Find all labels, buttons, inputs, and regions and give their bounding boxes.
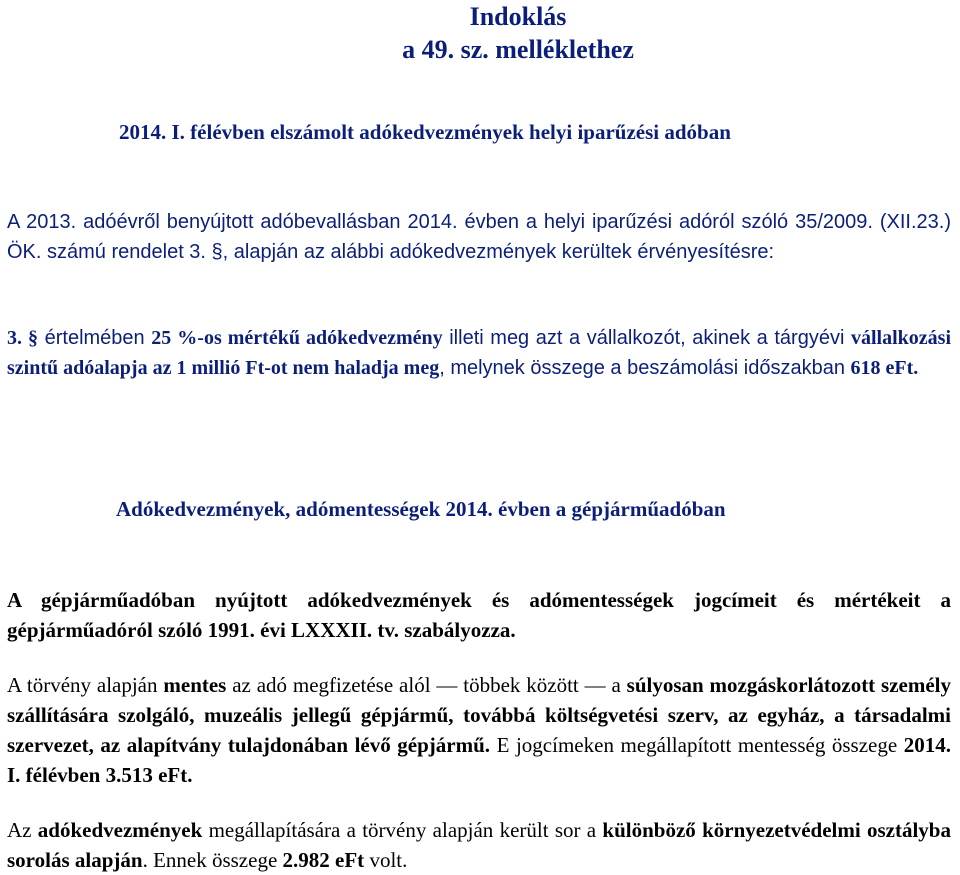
paragraph-tax-discount — [7, 323, 951, 383]
para1-part-7: , melynek összege a beszámolási időszakban — [439, 357, 851, 379]
para4-part-5: . Ennek összege — [142, 848, 283, 872]
intro-paragraph: A 2013. adóévről benyújtott adóbevallásban 2014. évben a helyi iparűzési adóról szóló 35/2009. (XII.23.) ÖK. számú rendelet 3. §, alapján az alábbi adókedvezmények kerültek érvényesítésre: — [7, 211, 951, 263]
para3-part-3: az adó megfizetése alól — többek között — a — [226, 673, 627, 697]
para4-part-6: 2.982 eFt — [282, 848, 365, 872]
para1-part-8: 618 eFt. — [850, 357, 919, 379]
para4-part-4: különböző környezetvédelmi osztályba sorolás alapján — [7, 818, 951, 872]
paragraph-exemptions — [7, 670, 951, 790]
para4-part-1: Az — [7, 818, 38, 842]
para4-part-7: volt. — [364, 848, 408, 872]
para3-part-6: 2014. I. félévben 3.513 eFt. — [7, 733, 951, 787]
para1-part-1: 3. — [7, 327, 29, 349]
para1-part-6: vállalkozási szintű adóalapja az 1 millió Ft-ot nem haladja meg — [7, 327, 951, 379]
paragraph-discounts — [7, 815, 951, 875]
title-line-1: Indoklás — [469, 2, 567, 31]
para1-part-2: § — [28, 327, 39, 349]
para1-part-3: értelmében — [38, 327, 152, 349]
document-title — [0, 0, 960, 66]
para3-part-2: mentes — [163, 673, 227, 697]
paragraph-vehicle-tax-law: A gépjárműadóban nyújtott adókedvezmények és adómentességek jogcímeit és mértékeit a gépjárműadóról szóló 1991. évi LXXXII. tv. szabályozza. — [7, 588, 951, 642]
para4-part-2: adókedvezmények — [37, 818, 203, 842]
para3-part-5: E jogcímeken megállapított mentesség összege — [490, 733, 904, 757]
para1-part-4: 25 %-os mértékű adókedvezmény — [151, 327, 443, 349]
section-title: Adókedvezmények, adómentességek 2014. évben a gépjárműadóban — [116, 497, 726, 521]
para4-part-3: megállapítására a törvény alapján került sor a — [202, 818, 603, 842]
para1-part-5: illeti meg azt a vállalkozót, akinek a tárgyévi — [442, 327, 851, 349]
para3-part-1: A törvény alapján — [7, 673, 164, 697]
title-line-2: a 49. sz. melléklethez — [402, 35, 634, 64]
subtitle: 2014. I. félévben elszámolt adókedvezmények helyi iparűzési adóban — [119, 120, 731, 144]
para3-part-4: súlyosan mozgáskorlátozott személy szállítására szolgáló, muzeális jellegű gépjármű, továbbá költségvetési szerv, az egyház, a társadalmi szervezet, az alapítvány tulajdonában lévő gépjármű. — [7, 673, 951, 757]
